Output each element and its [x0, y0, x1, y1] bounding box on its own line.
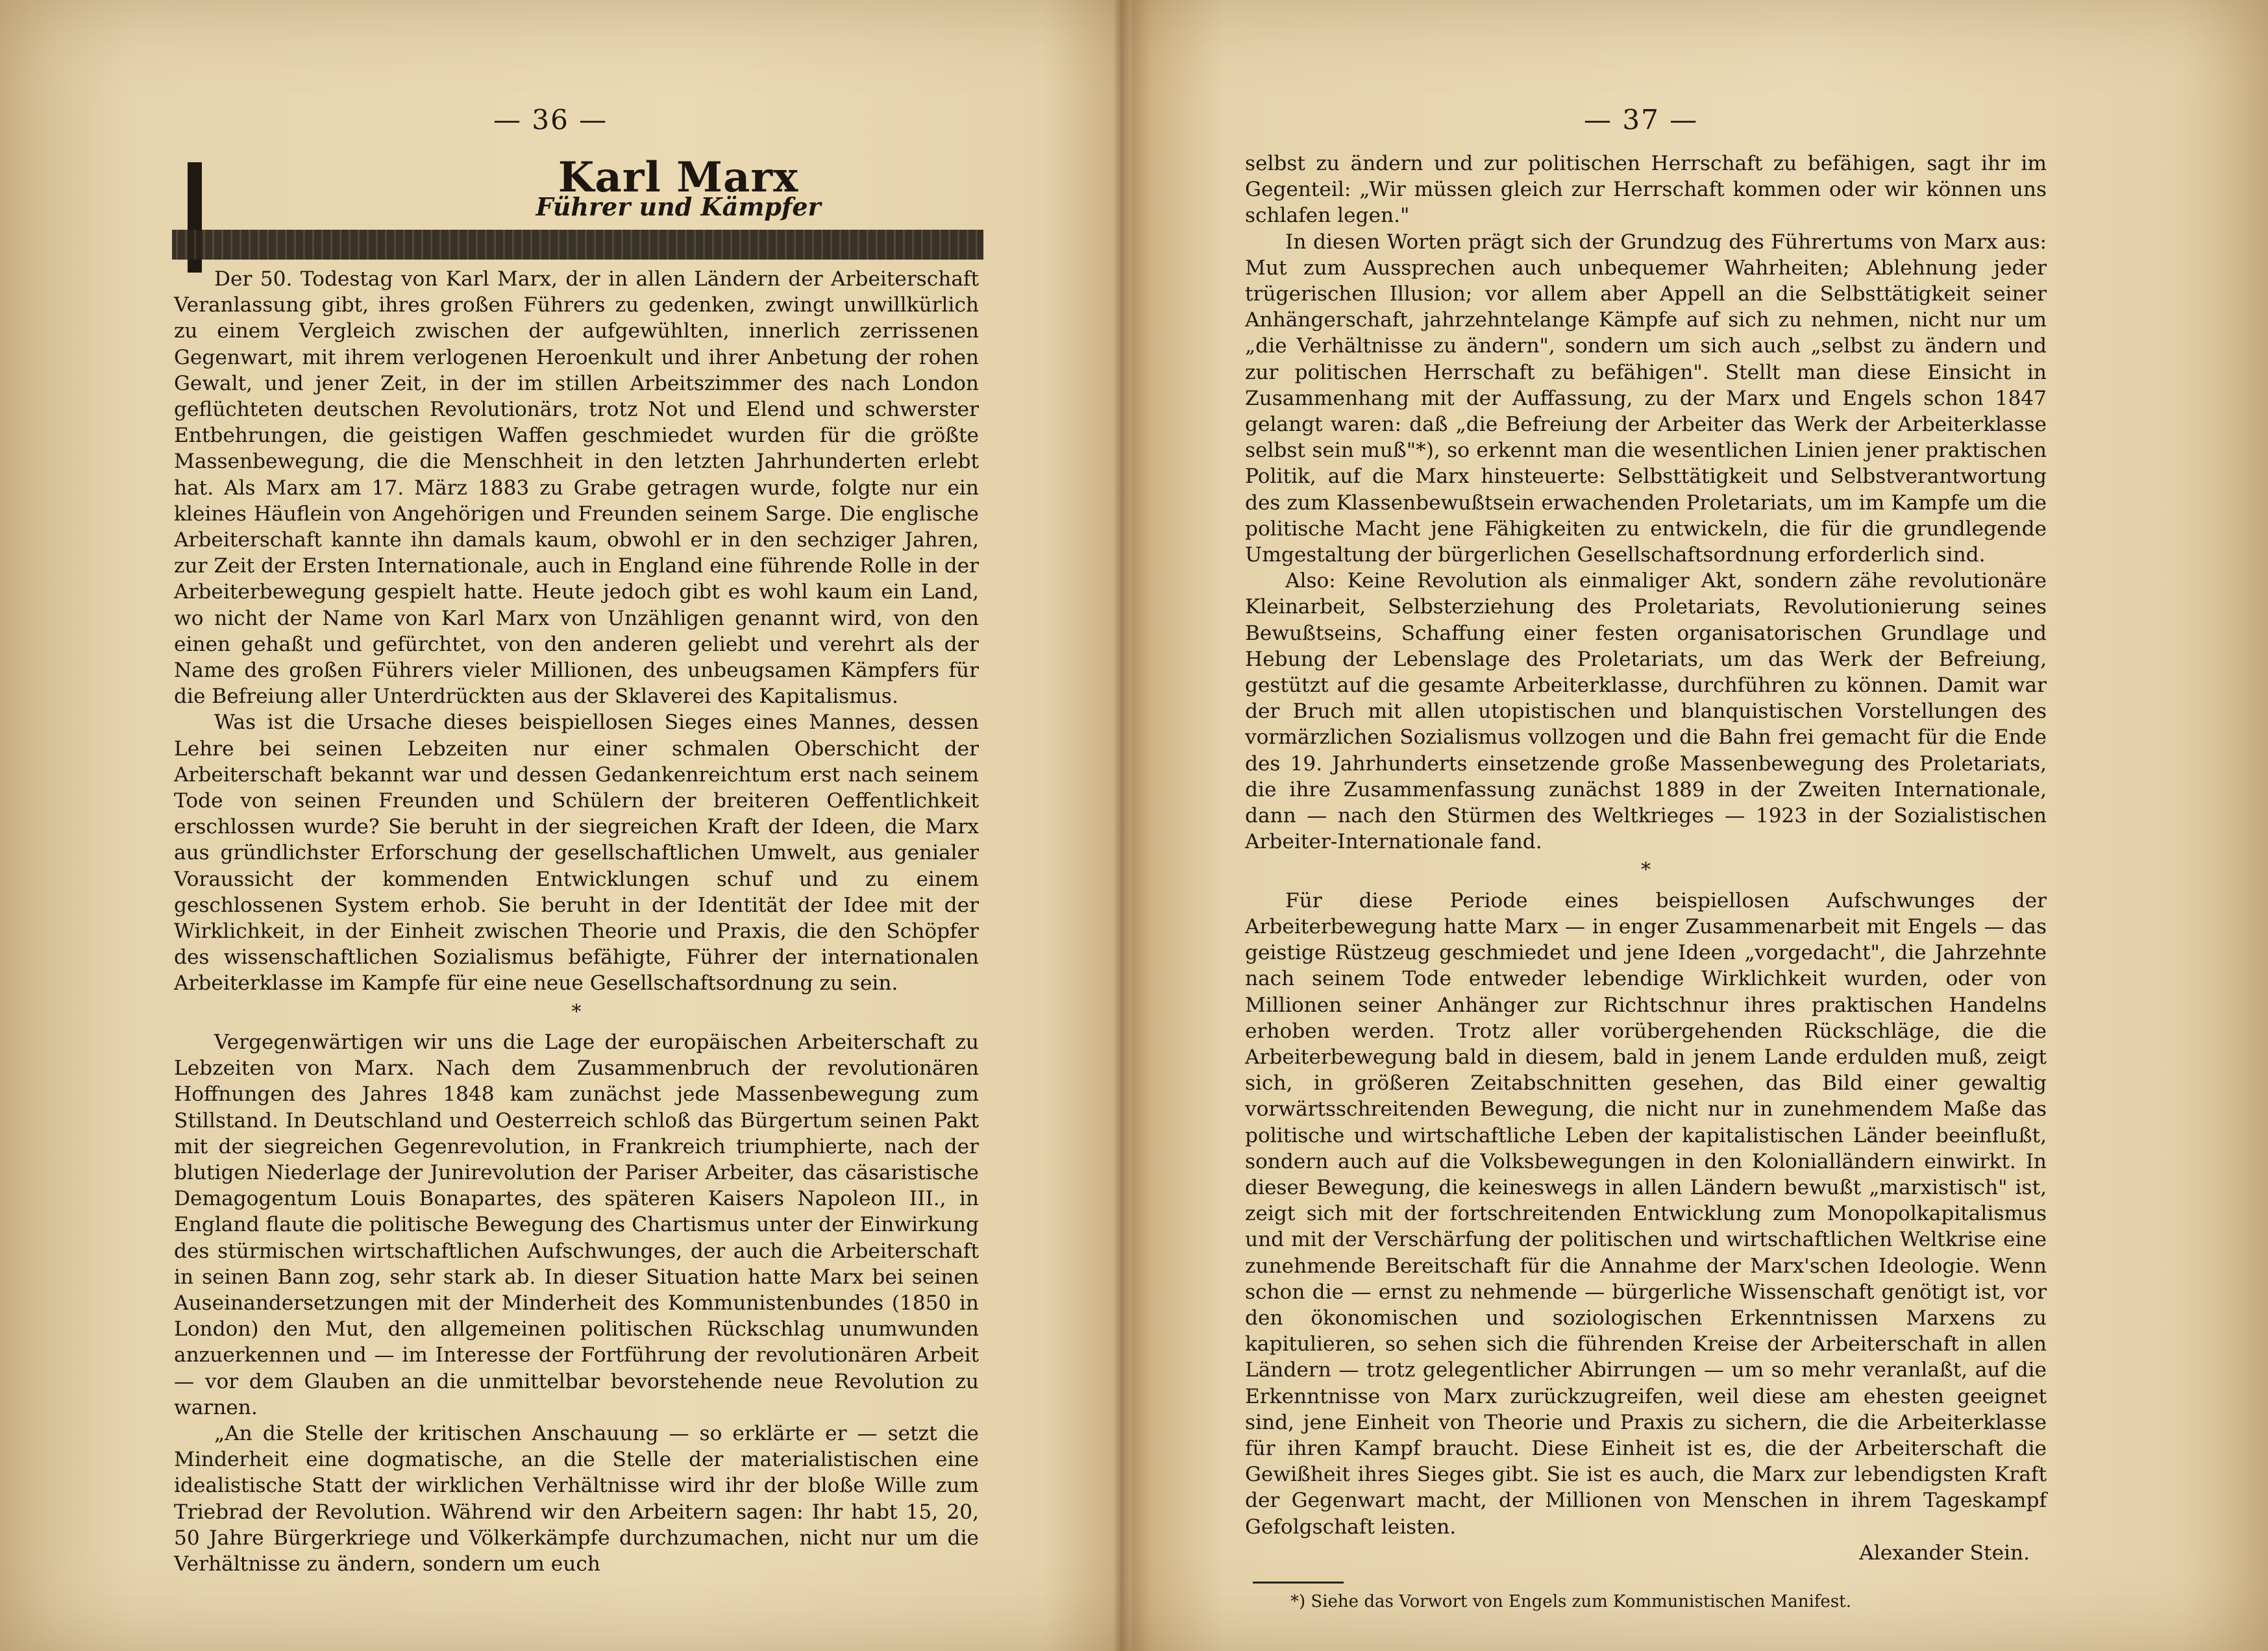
- paragraph: Für diese Periode eines beispiellosen Aufschwunges der Arbeiterbewegung hatte Marx — in enger Zusammenarbeit mit Engels — das geistige Rüstzeug geschmiedet und jene Ideen „vorgedacht", die Jahrzehnte nach seinem Tode entweder lebendige Wirklichkeit wurden, oder von Millionen seiner Anhänger zur Richtschnur ihres praktischen Handelns erhoben werden. Trotz aller vorübergehenden Rückschläge, die die Arbeiterbewegung bald in diesem, bald in jenem Lande erdulden muß, zeigt sich, in größeren Zeitabschnitten gesehen, das Bild einer gewaltig vorwärtsschreitenden Bewegung, die nicht nur in zunehmendem Maße das politische und wirtschaftliche Leben der kapitalistischen Länder beeinflußt, sondern auch auf die Volksbewegungen in den Kolonialländern einwirkt. In dieser Bewegung, die keineswegs in allen Ländern bewußt „marxistisch" ist, zeigt sich mit der fortschreitenden Entwicklung zum Monopolkapitalismus und mit der Verschärfung der politischen und wirtschaftlichen Weltkrise eine zunehmende Bereitschaft für die Annahme der Marx'schen Ideologie. Wenn schon die — ernst zu nehmende — bürgerliche Wissenschaft genötigt ist, vor den ökonomischen und soziologischen Erkenntnissen Marxens zu kapitulieren, so sehen sich die führenden Kreise der Arbeiterschaft in allen Ländern — trotz gelegentlicher Abirrungen — um so mehr veranlaßt, auf die Erkenntnisse von Marx zurückzugreifen, weil diese am ehesten geeignet sind, jene Einheit von Theorie und Praxis zu sichern, die die Arbeiterklasse für ihren Kampf braucht. Diese Einheit ist es, die der Arbeiterschaft die Gewißheit ihres Sieges gibt. Sie ist es auch, die Marx zur lebendigsten Kraft der Gegenwart macht, der Millionen von Menschen in ihrem Tageskampf Gefolgschaft leisten.: [1245, 888, 2047, 1539]
- paragraph: In diesen Worten prägt sich der Grundzug des Führertums von Marx aus: Mut zum Aussprechen auch unbequemer Wahrheiten; Ablehnung jeder trügerischen Illusion; vor allem aber Appell an die Selbsttätigkeit seiner Anhängerschaft, jahrzehntelange Kämpfe auf sich zu nehmen, nicht nur um „die Verhältnisse zu ändern", sondern um sich auch „selbst zu ändern und zur politischen Herrschaft zu befähigen". Stellt man diese Einsicht in Zusammenhang mit der Auffassung, zu der Marx und Engels schon 1847 gelangt waren: daß „die Befreiung der Arbeiter das Werk der Arbeiterklasse selbst sein muß"*), so erkennt man die wesentlichen Linien jener praktischen Politik, auf die Marx hinsteuerte: Selbsttätigkeit und Selbstverantwortung des zum Klassenbewußtsein erwachenden Proletariats, um im Kampfe um die politische Macht jene Fähigkeiten zu entwickeln, die für die grundlegende Umgestaltung der bürgerlichen Gesellschaftsordnung erforderlich sind.: [1245, 230, 2047, 567]
- paragraph: selbst zu ändern und zur politischen Herrschaft zu befähigen, sagt ihr im Gegenteil: „Wir müssen gleich zur Herrschaft kommen oder wir können uns schlafen legen.": [1245, 152, 2047, 228]
- paragraph: Vergegenwärtigen wir uns die Lage der europäischen Arbeiterschaft zu Lebzeiten von Marx. Nach dem Zusammenbruch der revolutionären Hoffnungen des Jahres 1848 kam zunächst jede Massenbewegung zum Stillstand. In Deutschland und Oesterreich schloß das Bürgertum seinen Pakt mit der siegreichen Gegenrevolution, in Frankreich triumphierte, nach der blutigen Niederlage der Junirevolution der Pariser Arbeiter, das cäsaristische Demagogentum Louis Bonapartes, des späteren Kaisers Napoleon III., in England flaute die politische Bewegung des Chartismus unter der Einwirkung des stürmischen wirtschaftlichen Aufschwunges, der auch die Arbeiterschaft in seinen Bann zog, sehr stark ab. In dieser Situation hatte Marx bei seinen Auseinandersetzungen mit der Minderheit des Kommunistenbundes (1850 in London) den Mut, den allgemeinen politischen Rückschlag unumwunden anzuerkennen und — im Interesse der Fortführung der revolutionären Arbeit — vor dem Glauben an die unmittelbar bevorstehende neue Revolution zu warnen.: [174, 1030, 979, 1419]
- article-subtitle: Führer und Kämpfer: [536, 192, 821, 221]
- section-divider: *: [571, 1000, 582, 1023]
- footnote-rule: [1253, 1582, 1344, 1584]
- cross-ornament-bar: [172, 230, 983, 260]
- page-number-right: — 37 —: [1584, 104, 1699, 136]
- title-block: [172, 153, 983, 263]
- paragraph: Der 50. Todestag von Karl Marx, der in allen Ländern der Arbeiterschaft Veranlassung gibt, ihres großen Führers zu gedenken, zwingt unwillkürlich zu einem Vergleich zwischen der aufgewühlten, innerlich zerrissenen Gegenwart, mit ihrem verlogenen Heroenkult und ihrer Anbetung der rohen Gewalt, und jener Zeit, in der im stillen Arbeitszimmer des nach London geflüchteten deutschen Revolutionärs, trotz Not und Elend und schwerster Entbehrungen, die geistigen Waffen geschmiedet wurden für die größte Massenbewegung, die die Menschheit in den letzten Jahrhunderten erlebt hat. Als Marx am 17. März 1883 zu Grabe getragen wurde, folgte nur ein kleines Häuflein von Angehörigen und Freunden seinem Sarge. Die englische Arbeiterschaft kannte ihn damals kaum, obwohl er in den sechziger Jahren, zur Zeit der Ersten Internationale, auch in England eine führende Rolle in der Arbeiterbewegung gespielt hatte. Heute jedoch gibt es wohl kaum ein Land, wo nicht der Name von Karl Marx von Unzähligen genannt wird, von den einen gehaßt und gefürchtet, von den anderen geliebt und verehrt als der Name des großen Führers vieler Millionen, des unbeugsamen Kämpfers für die Befreiung aller Unterdrückten aus der Sklaverei des Kapitalismus.: [174, 267, 979, 709]
- footnote: *) Siehe das Vorwort von Engels zum Kommunistischen Manifest.: [1290, 1591, 1851, 1611]
- author-signature: Alexander Stein.: [1859, 1541, 2030, 1565]
- paragraph: „An die Stelle der kritischen Anschauung — so erklärte er — setzt die Minderheit eine dogmatische, an die Stelle der materialistischen eine idealistische Statt der wirklichen Verhältnisse wird ihr der bloße Wille zum Triebrad der Revolution. Während wir den Arbeitern sagen: Ihr habt 15, 20, 50 Jahre Bürgerkriege und Völkerkämpfe durchzumachen, nicht nur um die Verhältnisse zu ändern, sondern um euch: [174, 1421, 979, 1576]
- section-divider: *: [1641, 859, 1651, 882]
- article-title: Karl Marx: [558, 153, 799, 202]
- paragraph: Was ist die Ursache dieses beispiellosen Sieges eines Mannes, dessen Lehre bei seinen Lebzeiten nur einer schmalen Oberschicht der Arbeiterschaft bekannt war und dessen Gedankenreichtum erst nach seinem Tode von seinen Freunden und Schülern der breiteren Oeffentlichkeit erschlossen wurde? Sie beruht in der siegreichen Kraft der Ideen, die Marx aus gründlichster Erforschung der gesellschaftlichen Umwelt, aus genialer Voraussicht der kommenden Entwicklungen schuf und zu einem geschlossenen System erhob. Sie beruht in der Identität der Idee mit der Wirklichkeit, in der Einheit zwischen Theorie und Praxis, die den Schöpfer des wissenschaftlichen Sozialismus befähigte, Führer der internationalen Arbeiterklasse im Kampfe für eine neue Gesellschaftsordnung zu sein.: [174, 711, 979, 996]
- right-page: [1129, 0, 2268, 1651]
- paragraph: Also: Keine Revolution als einmaliger Akt, sondern zähe revolutionäre Kleinarbeit, Selbsterziehung des Proletariats, Revolutionierung seines Bewußtseins, Schaffung einer festen organisatorischen Grundlage und Hebung der Lebenslage des Proletariats, um das Werk der Befreiung, gestützt auf die gesamte Arbeiterklasse, durchführen zu können. Damit war der Bruch mit allen utopistischen und blanquistischen Vorstellungen des vormärzlichen Sozialismus vollzogen und die Bahn frei gemacht für die Ende des 19. Jahrhunderts einsetzende große Massenbewegung des Proletariats, die ihre Zusammenfassung zunächst 1889 in der Zweiten Internationale, dann — nach den Stürmen des Weltkrieges — 1923 in der Sozialistischen Arbeiter-Internationale fand.: [1245, 569, 2047, 854]
- left-page: [0, 0, 1129, 1651]
- left-page-body: [174, 266, 979, 1577]
- page-number-left: — 36 —: [493, 104, 608, 136]
- right-page-body: [1245, 151, 2047, 1615]
